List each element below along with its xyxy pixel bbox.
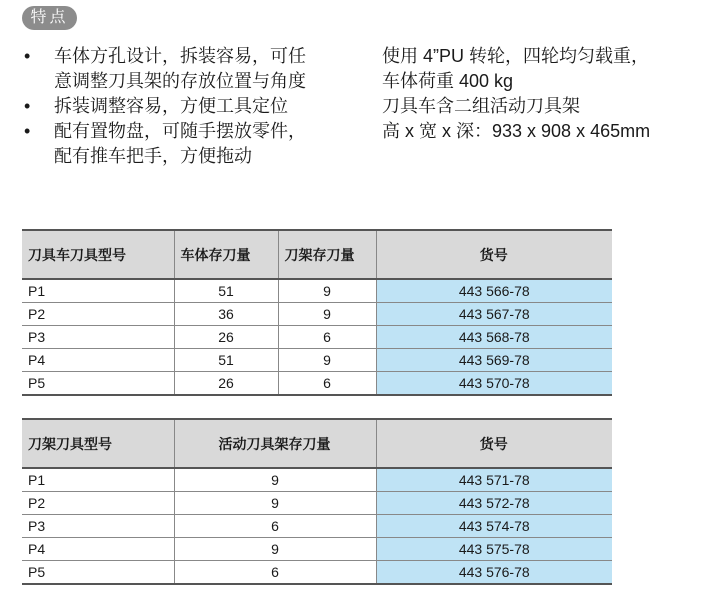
features-left-column bbox=[22, 44, 372, 169]
feature-line: 车体荷重 400 kg bbox=[382, 71, 514, 91]
bullet-icon: • bbox=[24, 46, 31, 66]
capacity-cell: 9 bbox=[174, 538, 376, 561]
model-cell: P4 bbox=[22, 538, 174, 561]
table-header-row bbox=[22, 230, 612, 279]
model-cell: P3 bbox=[22, 515, 174, 538]
model-cell: P1 bbox=[22, 279, 174, 303]
capacity-cell: 6 bbox=[278, 326, 376, 349]
table-header-row bbox=[22, 419, 612, 468]
feature-line: 意调整刀具架的存放位置与角度 bbox=[54, 71, 306, 91]
table-row bbox=[22, 326, 612, 349]
bullet-icon: • bbox=[24, 96, 31, 116]
feature-item bbox=[22, 44, 372, 94]
feature-line: 配有推车把手，方便拖动 bbox=[54, 146, 252, 166]
capacity-cell: 6 bbox=[278, 372, 376, 396]
model-cell: P2 bbox=[22, 303, 174, 326]
feature-line: 刀具车含二组活动刀具架 bbox=[382, 96, 580, 116]
part-number-cell: 443 566-78 bbox=[376, 279, 612, 303]
model-cell: P4 bbox=[22, 349, 174, 372]
tool-cart-table bbox=[22, 229, 612, 396]
model-cell: P2 bbox=[22, 492, 174, 515]
features-right-column bbox=[382, 44, 727, 144]
table-row bbox=[22, 561, 612, 585]
column-header: 车体存刀量 bbox=[174, 230, 278, 279]
capacity-cell: 51 bbox=[174, 279, 278, 303]
column-header: 活动刀具架存刀量 bbox=[174, 419, 376, 468]
capacity-cell: 51 bbox=[174, 349, 278, 372]
capacity-cell: 36 bbox=[174, 303, 278, 326]
capacity-cell: 9 bbox=[278, 303, 376, 326]
table-row bbox=[22, 349, 612, 372]
part-number-cell: 443 571-78 bbox=[376, 468, 612, 492]
column-header: 货号 bbox=[376, 419, 612, 468]
table-row bbox=[22, 303, 612, 326]
capacity-cell: 26 bbox=[174, 326, 278, 349]
part-number-cell: 443 576-78 bbox=[376, 561, 612, 585]
capacity-cell: 26 bbox=[174, 372, 278, 396]
feature-line: 拆装调整容易，方便工具定位 bbox=[54, 96, 288, 116]
section-badge: 特点 bbox=[22, 6, 77, 30]
table-row bbox=[22, 279, 612, 303]
capacity-cell: 6 bbox=[174, 515, 376, 538]
model-cell: P5 bbox=[22, 561, 174, 585]
column-header: 刀架存刀量 bbox=[278, 230, 376, 279]
feature-line: 高 x 宽 x 深：933 x 908 x 465mm bbox=[382, 121, 651, 141]
table-row bbox=[22, 372, 612, 396]
feature-line: 车体方孔设计，拆装容易，可任 bbox=[54, 46, 306, 66]
part-number-cell: 443 568-78 bbox=[376, 326, 612, 349]
capacity-cell: 9 bbox=[174, 492, 376, 515]
column-header: 货号 bbox=[376, 230, 612, 279]
tool-rack-table bbox=[22, 418, 612, 585]
part-number-cell: 443 569-78 bbox=[376, 349, 612, 372]
model-cell: P3 bbox=[22, 326, 174, 349]
table-row bbox=[22, 538, 612, 561]
table-row bbox=[22, 468, 612, 492]
feature-line: 使用 4”PU 转轮，四轮均匀载重， bbox=[382, 46, 650, 66]
model-cell: P5 bbox=[22, 372, 174, 396]
capacity-cell: 9 bbox=[278, 349, 376, 372]
part-number-cell: 443 567-78 bbox=[376, 303, 612, 326]
part-number-cell: 443 575-78 bbox=[376, 538, 612, 561]
part-number-cell: 443 570-78 bbox=[376, 372, 612, 396]
feature-item bbox=[22, 94, 372, 119]
feature-line: 配有置物盘，可随手摆放零件， bbox=[54, 121, 306, 141]
capacity-cell: 9 bbox=[278, 279, 376, 303]
capacity-cell: 6 bbox=[174, 561, 376, 585]
model-cell: P1 bbox=[22, 468, 174, 492]
column-header: 刀具车刀具型号 bbox=[22, 230, 174, 279]
bullet-icon: • bbox=[24, 121, 31, 141]
table-row bbox=[22, 492, 612, 515]
feature-item bbox=[22, 119, 372, 169]
capacity-cell: 9 bbox=[174, 468, 376, 492]
part-number-cell: 443 572-78 bbox=[376, 492, 612, 515]
part-number-cell: 443 574-78 bbox=[376, 515, 612, 538]
table-row bbox=[22, 515, 612, 538]
column-header: 刀架刀具型号 bbox=[22, 419, 174, 468]
